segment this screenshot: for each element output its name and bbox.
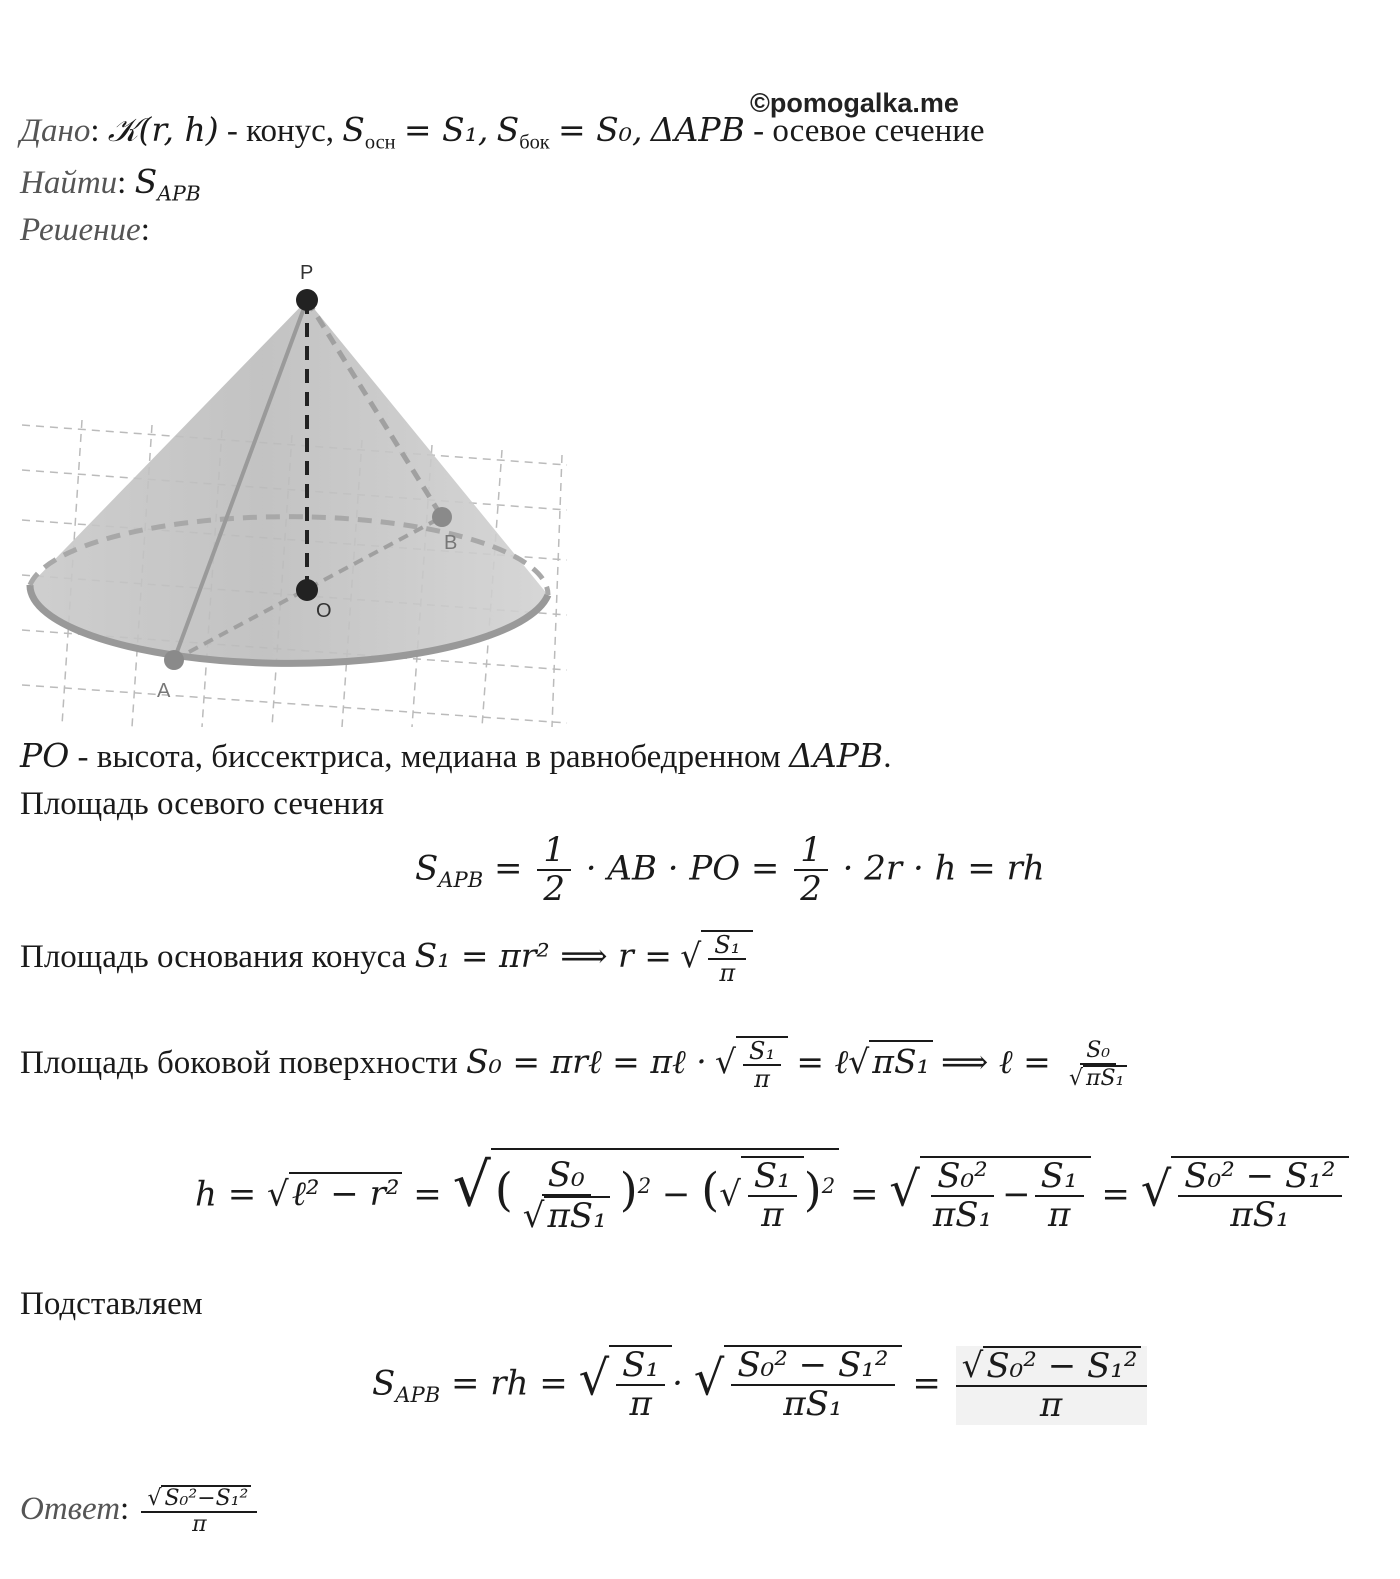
label-o: O bbox=[316, 600, 332, 622]
find-line: Найти: $S_{APB}$ bbox=[20, 162, 201, 206]
f1-left: S bbox=[415, 848, 439, 889]
h-s0sq: S₀² bbox=[931, 1158, 994, 1197]
h-pi2: π bbox=[1047, 1195, 1071, 1236]
answer-label: Ответ bbox=[20, 1490, 121, 1527]
fin-left: S bbox=[372, 1363, 396, 1404]
fin-res-den: π bbox=[1039, 1385, 1063, 1426]
point-b bbox=[432, 507, 452, 527]
po-symbol: PO bbox=[20, 736, 70, 775]
f3-frac bbox=[743, 1038, 781, 1093]
base-area-line: Площадь основания конуса S₁ = πr² ⟹ r = √ $\frac{\text{S₁}}{\pi}$ bbox=[20, 930, 753, 987]
answer-line: Ответ: $\frac{\text{√ S₀²−S₁²}}{\pi}$ bbox=[20, 1485, 261, 1537]
answer-frac: $\frac{\text{√ S₀²−S₁²}}{\pi}$ bbox=[141, 1485, 257, 1537]
fin-n1: S₁ bbox=[616, 1347, 665, 1386]
h-minus1: − bbox=[661, 1174, 691, 1215]
h-eq3: = bbox=[1101, 1174, 1130, 1215]
substitute-heading: Подставляем bbox=[20, 1286, 203, 1322]
f1-left-sub: APB bbox=[438, 867, 484, 893]
f1-one-a: 1 bbox=[537, 832, 571, 871]
f1-two-b: 2 bbox=[800, 869, 822, 910]
h-last-den: πS₁ bbox=[1230, 1195, 1290, 1236]
formula-height: h = √ℓ² − r² = √( $\frac{\text{S₀}}{\text{√πS₁}}$ )$^2$ − (√ $\frac{\text{S₁}}{\pi}$ )$^2$ = √ $\frac{\text{S₀²}}{\text{πS₁}}$ − $\frac{\text{S₁}}{\pi}$ = √ $\frac{\text{S₀² − S₁²}}{\text{πS₁}}$ bbox=[195, 1148, 1349, 1242]
side-area-text: Площадь боковой поверхности bbox=[20, 1044, 458, 1081]
fin-res-num: S₀² − S₁² bbox=[983, 1346, 1140, 1385]
f3-arrow: ⟹ ℓ = bbox=[941, 1041, 1051, 1081]
f1-end: · 2r · h = rh bbox=[842, 848, 1045, 889]
f3-root: πS₁ bbox=[869, 1040, 933, 1082]
s-side-sub: бок bbox=[519, 131, 550, 154]
h-frac3 bbox=[927, 1158, 998, 1235]
f3-l-den: πS₁ bbox=[1083, 1065, 1127, 1091]
s-base: S bbox=[342, 110, 365, 149]
solution-label: Решение bbox=[20, 212, 141, 248]
solution-line: Решение: bbox=[20, 212, 150, 248]
point-p bbox=[296, 289, 318, 311]
f1-two-a: 2 bbox=[543, 869, 565, 910]
point-a bbox=[164, 650, 184, 670]
fin-frac1 bbox=[616, 1347, 665, 1424]
formula-final: $S_{APB}$ = rh = √ $\frac{\text{S₁}}{\pi}$ · √ $\frac{\text{S₀² − S₁²}}{\text{πS₁}}$ = $\frac{\text{√S₀² − S₁²}}{\pi}$ bbox=[372, 1345, 1151, 1425]
s-base-sub: осн bbox=[364, 131, 396, 154]
find-label: Найти bbox=[20, 165, 118, 201]
f3-den: π bbox=[754, 1065, 770, 1094]
po-line: PO - высота, биссектриса, медиана в равнобедренном ΔAPB. bbox=[20, 736, 892, 775]
h-s0: S₀ bbox=[542, 1157, 591, 1196]
h-root1: ℓ² − r² bbox=[289, 1172, 403, 1214]
label-p: P bbox=[300, 262, 314, 284]
cone-word: - конус, bbox=[226, 113, 334, 149]
po-triangle: ΔAPB bbox=[789, 736, 884, 775]
h-frac1: $\frac{\text{S₀}}{\text{√πS₁}}$ bbox=[517, 1157, 616, 1236]
h-s1b: S₁ bbox=[1035, 1158, 1084, 1197]
fin-n2: S₀² − S₁² bbox=[731, 1347, 894, 1386]
given-line: Дано: 𝒦(r, h) - конус, $S_{осн} = S_1$, $S_{бок} = S_0$, ΔAPB - осевое сечение bbox=[20, 110, 985, 154]
f1-half-2 bbox=[794, 832, 828, 909]
h-pis1: πS₁ bbox=[544, 1196, 609, 1235]
fin-d2: πS₁ bbox=[783, 1384, 843, 1425]
f2-main: S₁ = πr² ⟹ r = bbox=[414, 935, 672, 975]
h-eq2: = bbox=[849, 1174, 879, 1215]
h-frac2 bbox=[748, 1158, 797, 1235]
f3-l-frac: $\frac{\text{S₀}}{\text{√ πS₁}}$ bbox=[1063, 1039, 1133, 1091]
h-frac4 bbox=[1035, 1158, 1084, 1235]
section-area-heading: Площадь осевого сечения bbox=[20, 786, 384, 822]
s0-value: = S₀, bbox=[557, 110, 643, 149]
find-value-sub: APB bbox=[157, 181, 201, 206]
h-pi: π bbox=[761, 1195, 784, 1236]
s-side: S bbox=[496, 110, 520, 149]
f2-num: S₁ bbox=[708, 932, 746, 960]
fin-eq: = bbox=[912, 1363, 941, 1404]
f1-mid: · AB · PO = bbox=[585, 848, 780, 889]
label-b: B bbox=[444, 532, 458, 554]
given-label: Дано bbox=[20, 113, 91, 149]
formula-section-area bbox=[415, 832, 1045, 909]
h-left: h = bbox=[195, 1174, 257, 1215]
cone-figure bbox=[22, 255, 582, 730]
h-pis1-b: πS₁ bbox=[932, 1195, 993, 1236]
fin-mid: = rh = bbox=[451, 1363, 568, 1404]
s1-value: = S₁, bbox=[403, 110, 489, 149]
f3-num: S₁ bbox=[743, 1038, 781, 1066]
f1-half-1 bbox=[537, 832, 571, 909]
h-s1: S₁ bbox=[748, 1158, 797, 1197]
fin-result: $\frac{\text{√S₀² − S₁²}}{\pi}$ bbox=[956, 1346, 1147, 1425]
h-sq2: 2 bbox=[821, 1173, 836, 1199]
watermark: ©pomogalka.me bbox=[750, 88, 959, 118]
h-sq1: 2 bbox=[637, 1173, 652, 1199]
h-minus2: − bbox=[1002, 1174, 1031, 1215]
find-value: S bbox=[134, 162, 158, 201]
h-frac5 bbox=[1178, 1158, 1341, 1235]
f3-l-num: S₀ bbox=[1080, 1039, 1116, 1065]
triangle-name: ΔAPB bbox=[650, 110, 745, 149]
f1-eq: = bbox=[494, 848, 523, 889]
section-text: - осевое сечение bbox=[753, 113, 985, 149]
answer-den: π bbox=[192, 1512, 207, 1538]
h-last-num: S₀² − S₁² bbox=[1178, 1158, 1341, 1197]
fin-left-sub: APB bbox=[395, 1382, 441, 1408]
cone-surface bbox=[30, 300, 548, 663]
f3-mid: = ℓ bbox=[796, 1041, 849, 1081]
side-area-line: Площадь боковой поверхности S₀ = πrℓ = πℓ · √ $\frac{\text{S₁}}{\pi}$ = ℓ√πS₁ ⟹ ℓ = $\frac{\text{S₀}}{\text{√ πS₁}}$ bbox=[20, 1036, 1137, 1093]
label-a: A bbox=[157, 680, 171, 702]
cone-notation: 𝒦(r, h) bbox=[107, 110, 219, 149]
base-area-text: Площадь основания конуса bbox=[20, 938, 407, 975]
fin-frac2 bbox=[731, 1347, 894, 1424]
answer-num: S₀²−S₁² bbox=[161, 1485, 251, 1511]
f1-one-b: 1 bbox=[794, 832, 828, 871]
f3-main: S₀ = πrℓ = πℓ · bbox=[466, 1041, 707, 1081]
point-o bbox=[296, 579, 318, 601]
h-eq1: = bbox=[413, 1174, 442, 1215]
f2-frac bbox=[708, 932, 746, 987]
f2-den: π bbox=[719, 959, 736, 988]
po-text: - высота, биссектриса, медиана в равнобедренном bbox=[77, 739, 781, 775]
fin-d1: π bbox=[629, 1384, 652, 1425]
